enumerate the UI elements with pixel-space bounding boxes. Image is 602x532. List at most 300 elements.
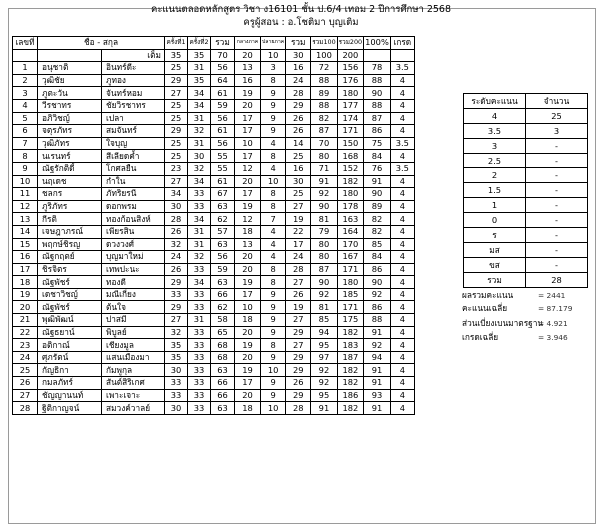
summary-level: ขส (464, 257, 526, 272)
row-number: 17 (13, 263, 38, 276)
score-cell: 3.5 (390, 137, 414, 150)
score-cell: 19 (235, 87, 261, 100)
summary-level: 0 (464, 213, 526, 228)
header-mid: กลางภาค (235, 37, 261, 50)
score-cell: 25 (165, 112, 188, 125)
score-cell: 4 (390, 150, 414, 163)
last-name: ปาสมี (102, 314, 165, 327)
summary-level: 2 (464, 168, 526, 183)
score-cell: 19 (286, 213, 311, 226)
last-name: กำใน (102, 175, 165, 188)
score-cell: 81 (311, 301, 337, 314)
score-cell: 29 (286, 326, 311, 339)
score-cell: 26 (286, 377, 311, 390)
score-cell: 180 (337, 188, 363, 201)
score-cell: 25 (165, 137, 188, 150)
row-number: 19 (13, 288, 38, 301)
summary-row (464, 108, 588, 123)
first-name: ฐิติกาญจน์ (38, 402, 102, 415)
header-sum2: รวม (286, 37, 311, 50)
stat-label: ส่วนเบี่ยงเบนมาตรฐาน (462, 318, 544, 328)
stat-value: = 87.179 (538, 304, 573, 313)
score-cell: 82 (311, 112, 337, 125)
score-cell: 64 (211, 74, 235, 87)
score-cell: 8 (261, 188, 286, 201)
score-cell: 27 (165, 175, 188, 188)
score-cell: 94 (311, 326, 337, 339)
last-name: ต้นใจ (102, 301, 165, 314)
summary-header-level: ระดับคะแนน (464, 94, 526, 109)
header-c1: ครั้งที่1 (165, 37, 188, 50)
last-name: เพียรสิน (102, 225, 165, 238)
score-cell: 56 (211, 251, 235, 264)
score-cell: 33 (188, 301, 211, 314)
first-name: วีรชาทร (38, 99, 102, 112)
score-cell: 19 (235, 339, 261, 352)
score-cell: 91 (311, 175, 337, 188)
score-cell: 29 (165, 276, 188, 289)
score-cell: 8 (261, 150, 286, 163)
score-cell: 33 (188, 389, 211, 402)
score-cell: 93 (364, 389, 391, 402)
last-name: ชัยวิรชาทร (102, 99, 165, 112)
table-row (13, 339, 415, 352)
first-name: ชัญญานนท์ (38, 389, 102, 402)
last-name: มณีเกี่ยง (102, 288, 165, 301)
score-cell: 80 (311, 251, 337, 264)
score-cell: 85 (311, 314, 337, 327)
score-cell: 76 (364, 162, 391, 175)
score-cell: 4 (390, 263, 414, 276)
score-cell: 17 (235, 377, 261, 390)
score-cell: 31 (188, 62, 211, 75)
score-cell: 28 (286, 402, 311, 415)
score-cell: 4 (390, 351, 414, 364)
last-name: พิบูลย์ (102, 326, 165, 339)
score-cell: 57 (211, 225, 235, 238)
last-name: เปลา (102, 112, 165, 125)
score-cell: 167 (337, 251, 363, 264)
score-cell: 29 (286, 351, 311, 364)
score-cell: 35 (165, 339, 188, 352)
summary-level: มส (464, 242, 526, 257)
score-cell: 31 (188, 137, 211, 150)
score-cell: 8 (261, 276, 286, 289)
score-cell: 90 (311, 276, 337, 289)
table-row (13, 188, 415, 201)
stat-value: = 3.946 (538, 333, 568, 342)
score-cell: 27 (165, 314, 188, 327)
header-pct: 100% (365, 37, 389, 48)
score-cell: 32 (165, 326, 188, 339)
row-number: 1 (13, 62, 38, 75)
score-cell: 12 (235, 162, 261, 175)
score-cell: 16 (235, 74, 261, 87)
score-cell: 81 (311, 213, 337, 226)
summary-count: - (526, 257, 588, 272)
score-cell: 28 (286, 263, 311, 276)
score-cell: 9 (261, 99, 286, 112)
score-cell: 20 (235, 99, 261, 112)
score-table (12, 36, 415, 415)
table-row (13, 112, 415, 125)
last-name: ทองก้อนสิงห์ (102, 213, 165, 226)
max-row (13, 49, 415, 62)
score-cell: 86 (364, 125, 391, 138)
score-cell: 56 (211, 137, 235, 150)
table-row (13, 326, 415, 339)
score-cell: 4 (390, 314, 414, 327)
score-cell: 94 (364, 351, 391, 364)
score-cell: 95 (311, 339, 337, 352)
table-row (13, 175, 415, 188)
summary-row (464, 242, 588, 257)
score-cell: 9 (261, 125, 286, 138)
header-no: เลขที่ (13, 37, 38, 50)
score-cell: 62 (211, 213, 235, 226)
row-number: 14 (13, 225, 38, 238)
last-name: จันทร์หอม (102, 87, 165, 100)
score-cell: 9 (261, 112, 286, 125)
score-cell: 18 (235, 402, 261, 415)
max-value: 20 (235, 49, 261, 62)
last-name: อินทร์ดีะ (102, 62, 165, 75)
row-number: 12 (13, 200, 38, 213)
summary-row (464, 272, 588, 287)
score-cell: 182 (337, 377, 363, 390)
last-name: บุญมาใหม่ (102, 251, 165, 264)
summary-count: - (526, 153, 588, 168)
last-name: โกศลยืน (102, 162, 165, 175)
score-cell: 13 (235, 238, 261, 251)
summary-header-count: จำนวน (526, 94, 588, 109)
score-cell: 24 (165, 251, 188, 264)
row-number: 18 (13, 276, 38, 289)
table-row (13, 314, 415, 327)
max-value: 10 (261, 49, 286, 62)
score-cell: 26 (165, 263, 188, 276)
summary-row (464, 123, 588, 138)
score-cell: 90 (364, 87, 391, 100)
table-row (13, 263, 415, 276)
table-row (13, 402, 415, 415)
score-cell: 17 (235, 188, 261, 201)
score-cell: 17 (235, 112, 261, 125)
summary-header-row (464, 94, 588, 109)
first-name: กัญธิกา (38, 364, 102, 377)
last-name: แสนเมืองมา (102, 351, 165, 364)
score-cell: 31 (188, 238, 211, 251)
score-cell: 25 (286, 188, 311, 201)
score-cell: 180 (337, 87, 363, 100)
score-cell: 12 (235, 213, 261, 226)
max-label: เต็ม (102, 49, 165, 62)
score-cell: 24 (286, 251, 311, 264)
row-number: 28 (13, 402, 38, 415)
row-number: 21 (13, 314, 38, 327)
score-cell: 88 (364, 74, 391, 87)
score-cell: 82 (364, 213, 391, 226)
score-cell: 34 (188, 213, 211, 226)
score-cell: 28 (165, 213, 188, 226)
score-cell: 91 (364, 364, 391, 377)
stat-value: = 4.921 (538, 319, 568, 328)
score-cell: 61 (211, 125, 235, 138)
table-row (13, 377, 415, 390)
score-cell: 9 (261, 288, 286, 301)
score-cell: 28 (286, 87, 311, 100)
row-number: 22 (13, 326, 38, 339)
score-cell: 29 (286, 389, 311, 402)
score-cell: 78 (364, 62, 391, 75)
score-cell: 56 (211, 62, 235, 75)
score-cell: 18 (235, 225, 261, 238)
score-cell: 19 (235, 276, 261, 289)
summary-count: - (526, 213, 588, 228)
score-cell: 177 (337, 99, 363, 112)
row-number: 16 (13, 251, 38, 264)
summary-row (464, 153, 588, 168)
score-cell: 171 (337, 301, 363, 314)
score-cell: 32 (188, 251, 211, 264)
summary-count: - (526, 183, 588, 198)
first-name: ณัฐรักติดี้ (38, 162, 102, 175)
score-cell: 29 (165, 125, 188, 138)
score-cell: 9 (261, 377, 286, 390)
score-cell: 88 (364, 99, 391, 112)
score-cell: 91 (364, 377, 391, 390)
score-cell: 91 (311, 402, 337, 415)
score-cell: 4 (390, 238, 414, 251)
score-cell: 182 (337, 175, 363, 188)
table-row (13, 364, 415, 377)
score-cell: 30 (165, 364, 188, 377)
score-cell: 13 (235, 62, 261, 75)
summary-row (464, 213, 588, 228)
score-cell: 32 (188, 162, 211, 175)
score-cell: 4 (390, 301, 414, 314)
score-cell: 88 (311, 99, 337, 112)
stat-label: เกรดเฉลี่ย (462, 332, 499, 342)
score-cell: 92 (364, 288, 391, 301)
score-cell: 84 (364, 150, 391, 163)
table-row (13, 238, 415, 251)
score-cell: 33 (188, 288, 211, 301)
score-cell: 9 (261, 389, 286, 402)
score-cell: 156 (337, 62, 363, 75)
score-cell: 92 (311, 377, 337, 390)
first-name: พุฒิพัฒน์ (38, 314, 102, 327)
score-cell: 10 (235, 137, 261, 150)
score-cell: 16 (286, 162, 311, 175)
score-cell: 26 (286, 125, 311, 138)
first-name: วุฒิชัย (38, 74, 102, 87)
score-cell: 8 (261, 74, 286, 87)
score-cell: 56 (211, 112, 235, 125)
score-cell: 86 (364, 301, 391, 314)
score-cell: 4 (390, 377, 414, 390)
max-blank (390, 49, 414, 62)
score-cell: 30 (165, 200, 188, 213)
score-cell: 33 (188, 377, 211, 390)
score-cell: 29 (165, 74, 188, 87)
score-cell: 8 (261, 200, 286, 213)
header-row (13, 37, 415, 50)
row-number: 11 (13, 188, 38, 201)
score-cell: 55 (211, 162, 235, 175)
score-cell: 68 (211, 339, 235, 352)
score-cell: 29 (165, 301, 188, 314)
first-name: ณัฐธยาน์ (38, 326, 102, 339)
first-name: กมลภัทร์ (38, 377, 102, 390)
first-name: ณัฐพัชร์ (38, 276, 102, 289)
table-row (13, 200, 415, 213)
score-cell: 32 (188, 125, 211, 138)
stat-label: คะแนนเฉลี่ย (462, 303, 508, 313)
score-cell: 175 (337, 314, 363, 327)
score-cell: 33 (188, 364, 211, 377)
score-cell: 66 (211, 389, 235, 402)
stat-value: = 2441 (538, 291, 566, 300)
score-cell: 4 (390, 213, 414, 226)
row-number: 26 (13, 377, 38, 390)
score-cell: 30 (165, 402, 188, 415)
score-cell: 80 (311, 150, 337, 163)
score-cell: 87 (364, 112, 391, 125)
score-cell: 33 (188, 351, 211, 364)
score-cell: 10 (261, 175, 286, 188)
row-number: 6 (13, 125, 38, 138)
score-cell: 72 (311, 62, 337, 75)
summary-count: 28 (526, 272, 588, 287)
score-cell: 4 (390, 251, 414, 264)
row-number: 9 (13, 162, 38, 175)
table-row (13, 150, 415, 163)
score-cell: 90 (364, 276, 391, 289)
header-final: ปลายภาค (261, 37, 286, 50)
score-cell: 91 (364, 402, 391, 415)
summary-count: 25 (526, 108, 588, 123)
first-name: อนุชาติ (38, 62, 102, 75)
score-cell: 66 (211, 377, 235, 390)
header-sum100: รวม100 (311, 37, 337, 50)
score-cell: 178 (337, 200, 363, 213)
score-cell: 4 (390, 326, 414, 339)
first-name: ณัฐกฤตย์ (38, 251, 102, 264)
table-row (13, 213, 415, 226)
summary-level: 1.5 (464, 183, 526, 198)
score-cell: 91 (364, 175, 391, 188)
score-cell: 9 (261, 326, 286, 339)
summary-count: - (526, 168, 588, 183)
score-cell: 27 (286, 314, 311, 327)
header-name: ชื่อ - สกุล (38, 37, 165, 50)
score-cell: 14 (286, 137, 311, 150)
score-cell: 3.5 (390, 162, 414, 175)
row-number: 3 (13, 87, 38, 100)
score-cell: 22 (286, 225, 311, 238)
score-cell: 4 (390, 99, 414, 112)
summary-count: - (526, 138, 588, 153)
score-cell: 20 (235, 389, 261, 402)
score-cell: 33 (165, 389, 188, 402)
score-cell: 90 (364, 188, 391, 201)
max-blank (364, 49, 391, 62)
stat-line (462, 332, 568, 343)
score-cell: 62 (211, 301, 235, 314)
score-cell: 10 (235, 301, 261, 314)
header-sum1: รวม (211, 37, 235, 50)
score-cell: 4 (261, 238, 286, 251)
score-cell: 9 (261, 314, 286, 327)
score-cell: 34 (188, 87, 211, 100)
score-cell: 89 (364, 200, 391, 213)
table-row (13, 99, 415, 112)
score-cell: 27 (286, 200, 311, 213)
row-number: 8 (13, 150, 38, 163)
score-cell: 31 (188, 314, 211, 327)
score-cell: 3 (261, 62, 286, 75)
score-cell: 59 (211, 99, 235, 112)
table-row (13, 74, 415, 87)
score-cell: 17 (235, 150, 261, 163)
score-cell: 164 (337, 225, 363, 238)
score-cell: 84 (364, 251, 391, 264)
last-name: ดวงวงศ์ (102, 238, 165, 251)
score-cell: 182 (337, 364, 363, 377)
summary-level: 1 (464, 198, 526, 213)
summary-count: - (526, 228, 588, 243)
first-name: ภูตะวัน (38, 87, 102, 100)
score-cell: 35 (188, 74, 211, 87)
score-cell: 91 (364, 326, 391, 339)
score-cell: 85 (364, 238, 391, 251)
grade-summary-table (463, 93, 588, 288)
last-name: ทองดี (102, 276, 165, 289)
score-cell: 70 (311, 137, 337, 150)
score-cell: 88 (311, 74, 337, 87)
score-cell: 20 (235, 351, 261, 364)
first-name: ณัฐพัชร์ (38, 301, 102, 314)
score-cell: 92 (311, 288, 337, 301)
first-name: ชิรจิตร (38, 263, 102, 276)
score-cell: 185 (337, 288, 363, 301)
score-cell: 35 (165, 351, 188, 364)
summary-row (464, 183, 588, 198)
score-cell: 4 (261, 225, 286, 238)
score-cell: 4 (390, 112, 414, 125)
score-cell: 163 (337, 213, 363, 226)
row-number: 10 (13, 175, 38, 188)
score-cell: 97 (311, 351, 337, 364)
header-grade: เกรด (390, 37, 414, 50)
first-name: เดชาวิชญ์ (38, 288, 102, 301)
score-cell: 180 (337, 276, 363, 289)
score-cell: 4 (390, 339, 414, 352)
score-cell: 152 (337, 162, 363, 175)
score-cell: 7 (261, 213, 286, 226)
score-cell: 10 (261, 402, 286, 415)
score-cell: 63 (211, 364, 235, 377)
first-name: อภิวิชญ์ (38, 112, 102, 125)
score-cell: 4 (390, 288, 414, 301)
summary-count: 3 (526, 123, 588, 138)
score-cell: 3.5 (390, 62, 414, 75)
summary-row (464, 168, 588, 183)
score-cell: 10 (261, 364, 286, 377)
summary-row (464, 228, 588, 243)
row-number: 13 (13, 213, 38, 226)
